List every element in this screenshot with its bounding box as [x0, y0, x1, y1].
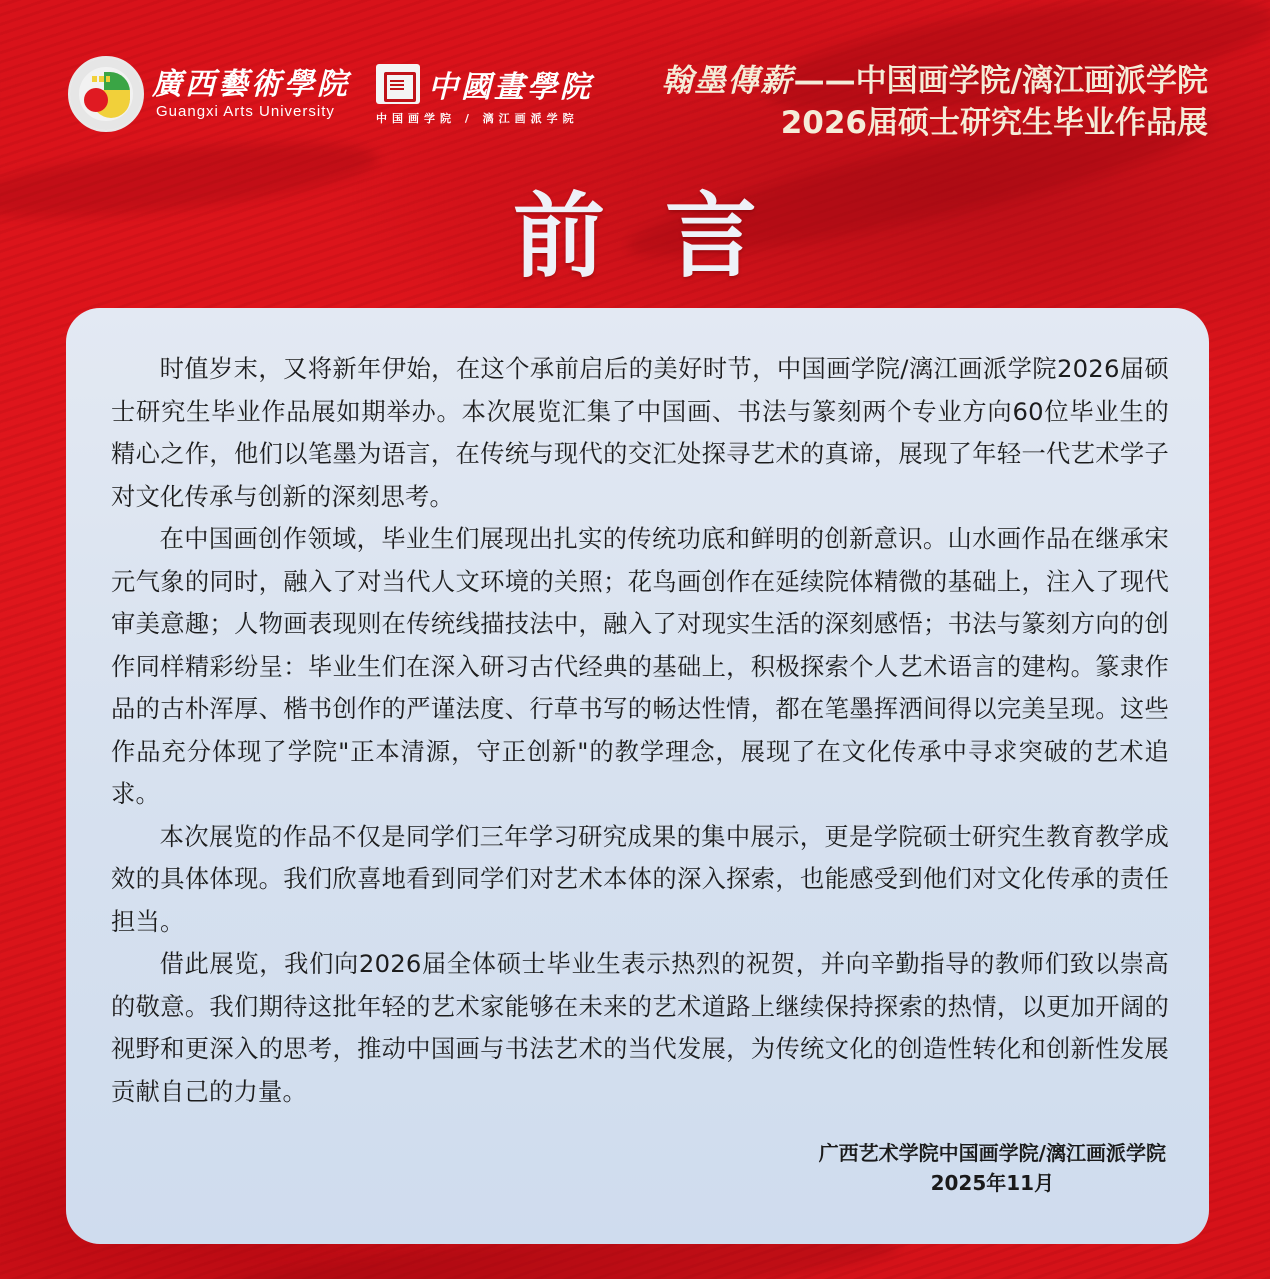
academy-subtitle: 中国画学院 / 漓江画派学院 [376, 112, 579, 125]
signature-block [819, 1138, 1166, 1198]
university-name [152, 67, 350, 121]
exhibition-title [662, 60, 1208, 144]
university-name-en: Guangxi Arts University [156, 103, 335, 120]
school-name: 中国画学院/漓江画派学院 [855, 63, 1208, 99]
logo-group [68, 56, 593, 132]
academy-logo [376, 62, 593, 126]
preface-paragraph: 在中国画创作领域，毕业生们展现出扎实的传统功底和鲜明的创新意识。山水画作品在继承宋元气象的同时，融入了对当代人文环境的关照；花鸟画创作在延续院体精微的基础上，注入了现代审美意趣；人物画表现则在传统线描技法中，融入了对现实生活的深刻感悟；书法与篆刻方向的创作同样精彩纷呈：毕业生们在深入研习古代经典的基础上，积极探索个人艺术语言的建构。篆隶作品的古朴浑厚、楷书创作的严谨法度、行草书写的畅达性情，都在笔墨挥洒间得以完美呈现。这些作品充分体现了学院"正本清源，守正创新"的教学理念，展现了在文化传承中寻求突破的艺术追求。 [111, 524, 1169, 808]
preface-panel [66, 308, 1209, 1244]
signature-organization: 广西艺术学院中国画学院/漓江画派学院 [818, 1141, 1166, 1165]
academy-seal-icon [376, 64, 420, 104]
exhibition-title-line2: 2026届硕士研究生毕业作品展 [780, 105, 1208, 141]
preface-paragraph: 时值岁末，又将新年伊始，在这个承前启后的美好时节，中国画学院/漓江画派学院2026届硕士研究生毕业作品展如期举办。本次展览汇集了中国画、书法与篆刻两个专业方向60位毕业生的精心之作，他们以笔墨为语言，在传统与现代的交汇处探寻艺术的真谛，展现了年轻一代艺术学子对文化传承与创新的深刻思考。 [111, 354, 1169, 511]
page-title: 前言 [512, 183, 817, 290]
signature-date: 2025年11月 [930, 1171, 1055, 1195]
preface-body [111, 348, 1169, 1113]
exhibition-title-line1 [662, 60, 1208, 102]
preface-paragraph: 本次展览的作品不仅是同学们三年学习研究成果的集中展示，更是学院硕士研究生教育教学成效的具体体现。我们欣喜地看到同学们对艺术本体的深入探索，也能感受到他们对文化传承的责任担当。 [111, 821, 1169, 936]
title-dash: —— [793, 63, 856, 99]
preface-paragraph: 借此展览，我们向2026届全体硕士毕业生表示热烈的祝贺，并向辛勤指导的教师们致以崇高的敬意。我们期待这批年轻的艺术家能够在未来的艺术道路上继续保持探索的热情，以更加开阔的视野和更深入的思考，推动中国画与书法艺术的当代发展，为传统文化的创造性转化和创新性发展贡献自己的力量。 [111, 949, 1169, 1106]
university-name-cn: 廣西藝術學院 [152, 67, 350, 102]
calligraphy-title: 翰墨傳薪 [661, 63, 794, 99]
academy-name-cn: 中國畫學院 [428, 70, 593, 105]
guangxi-arts-university-emblem-icon [68, 56, 144, 132]
